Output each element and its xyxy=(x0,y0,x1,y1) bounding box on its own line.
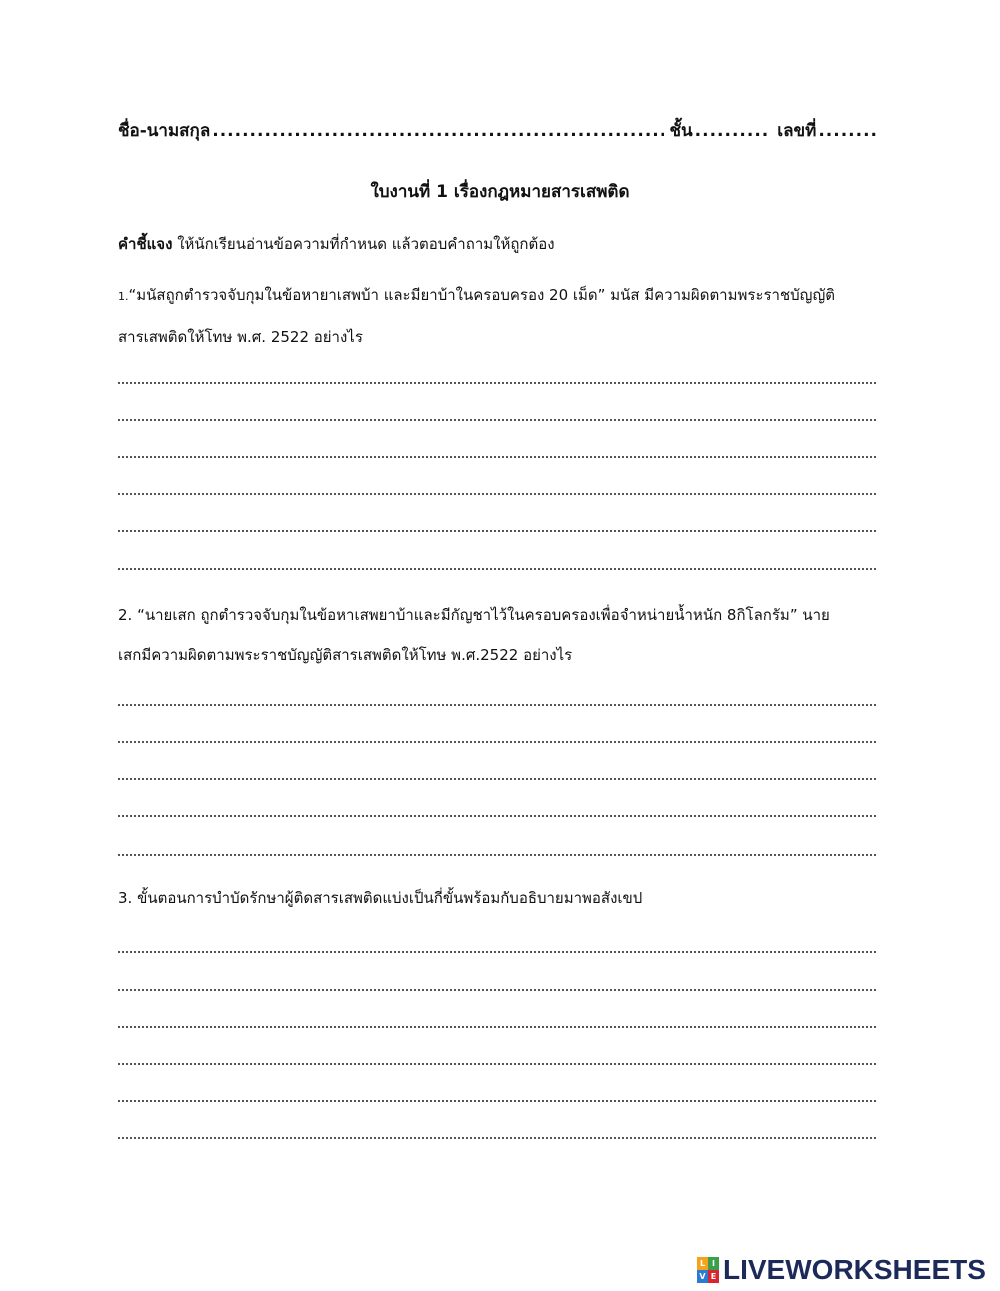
name-blank[interactable] xyxy=(212,121,663,141)
number-label: เลขที่ xyxy=(777,121,817,141)
logo-letter: V xyxy=(697,1270,708,1283)
answer-line[interactable] xyxy=(118,566,876,570)
question-3 xyxy=(118,878,878,918)
question-3-line-1: ขั้นตอนการบำบัดรักษาผู้ติดสารเสพติดแบ่งเป็นกี่ขั้นพร้อมกับอธิบายมาพอสังเขป xyxy=(132,889,643,907)
answer-line[interactable] xyxy=(118,1024,876,1028)
answer-line[interactable] xyxy=(118,1098,876,1102)
question-1 xyxy=(118,275,878,357)
question-3-number: 3. xyxy=(118,889,133,907)
student-info-line xyxy=(118,117,878,149)
question-2-number: 2. xyxy=(118,606,133,624)
instruction xyxy=(118,232,555,256)
worksheet-title: ใบงานที่ 1 เรื่องกฎหมายสารเสพติด xyxy=(370,182,630,202)
instruction-text: ให้นักเรียนอ่านข้อความที่กำหนด แล้วตอบคำถามให้ถูกต้อง xyxy=(172,235,555,253)
answer-line[interactable] xyxy=(118,852,876,856)
question-1-number: 1. xyxy=(118,290,129,303)
question-1-line-2: สารเสพติดให้โทษ พ.ศ. 2522 อย่างไร xyxy=(118,328,363,346)
answer-line[interactable] xyxy=(118,813,876,817)
answer-line[interactable] xyxy=(118,491,876,495)
answer-line[interactable] xyxy=(118,702,876,706)
question-2-line-2: เสกมีความผิดตามพระราชบัญญัติสารเสพติดให้โทษ พ.ศ.2522 อย่างไร xyxy=(118,646,573,664)
liveworksheets-logo xyxy=(697,1254,986,1286)
answer-line[interactable] xyxy=(118,776,876,780)
question-2-line-1: “นายเสก ถูกตำรวจจับกุมในข้อหาเสพยาบ้าและมีกัญชาไว้ในครอบครองเพื่อจำหน่ายน้ำหนัก 8กิโลกรัม” นาย xyxy=(132,606,830,624)
class-blank[interactable]: .......... xyxy=(694,121,770,141)
answer-line[interactable] xyxy=(118,1061,876,1065)
answer-line[interactable] xyxy=(118,739,876,743)
logo-letter: I xyxy=(708,1257,719,1270)
answer-line[interactable] xyxy=(118,987,876,991)
answer-line[interactable] xyxy=(118,949,876,953)
question-1-line-1: “มนัสถูกตำรวจจับกุมในข้อหายาเสพบ้า และมียาบ้าในครอบครอง 20 เม็ด” มนัส มีความผิดตามพระราชบัญญัติ xyxy=(128,286,835,304)
answer-line[interactable] xyxy=(118,380,876,384)
logo-letter: L xyxy=(697,1257,708,1270)
answer-line[interactable] xyxy=(118,454,876,458)
instruction-label: คำชี้แจง xyxy=(118,235,173,253)
liveworksheets-logo-icon xyxy=(697,1257,719,1283)
logo-letter: E xyxy=(708,1270,719,1283)
answer-line[interactable] xyxy=(118,417,876,421)
question-2 xyxy=(118,595,878,675)
answer-line[interactable] xyxy=(118,528,876,532)
class-label: ชั้น xyxy=(669,121,693,141)
answer-line[interactable] xyxy=(118,1135,876,1139)
logo-text: LIVEWORKSHEETS xyxy=(723,1254,986,1285)
number-blank[interactable]: ........ xyxy=(818,121,878,141)
name-label: ชื่อ-นามสกุล xyxy=(118,121,211,141)
